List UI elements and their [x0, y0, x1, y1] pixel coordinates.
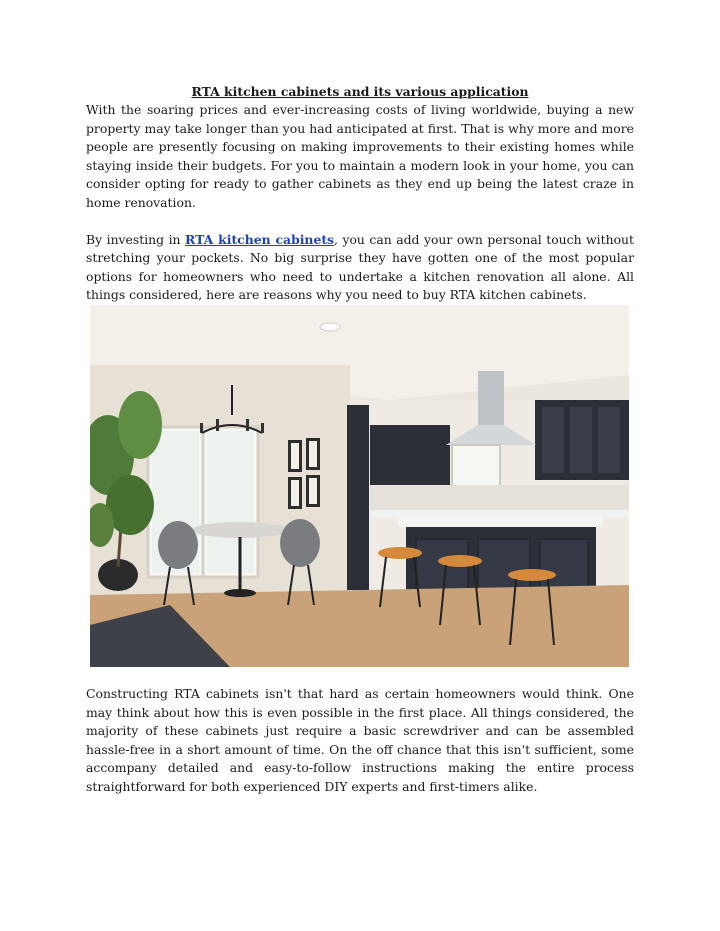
rta-kitchen-cabinets-link[interactable]: RTA kitchen cabinets [185, 231, 335, 247]
kitchen-photo [90, 305, 629, 667]
paragraph-constructing: Constructing RTA cabinets isn't that hard as certain homeowners would think. One may think about how this is even possible in the first place. All things considered, the majority of these cabinets just require a basic screwdriver and can be assembled hassle-free in a short amount of time. On the off chance that this isn't sufficient, some accompany detailed and easy-to-follow instructions making the entire process straightforward for both experienced DIY experts and first-timers alike. [86, 686, 634, 794]
paragraph-investing [86, 231, 634, 305]
paragraph-investing-rest: , you can add your own personal touch without stretching your pockets. No big surprise they have gotten one of the most popular options for homeowners who need to undertake a kitchen renovation all alone. All things considered, here are reasons why you need to buy RTA kitchen cabinets. [86, 231, 634, 303]
paragraph-intro: With the soaring prices and ever-increasing costs of living worldwide, buying a new property may take longer than you had anticipated at first. That is why more and more people are presently focusing on making improvements to their existing homes while staying inside their budgets. For you to maintain a modern look in your home, you can consider opting for ready to gather cabinets as they end up being the latest craze in home renovation. [86, 102, 634, 210]
paragraph-investing-lead: By investing in [86, 231, 186, 247]
article-title: RTA kitchen cabinets and its various application [191, 84, 529, 99]
article [86, 82, 634, 305]
